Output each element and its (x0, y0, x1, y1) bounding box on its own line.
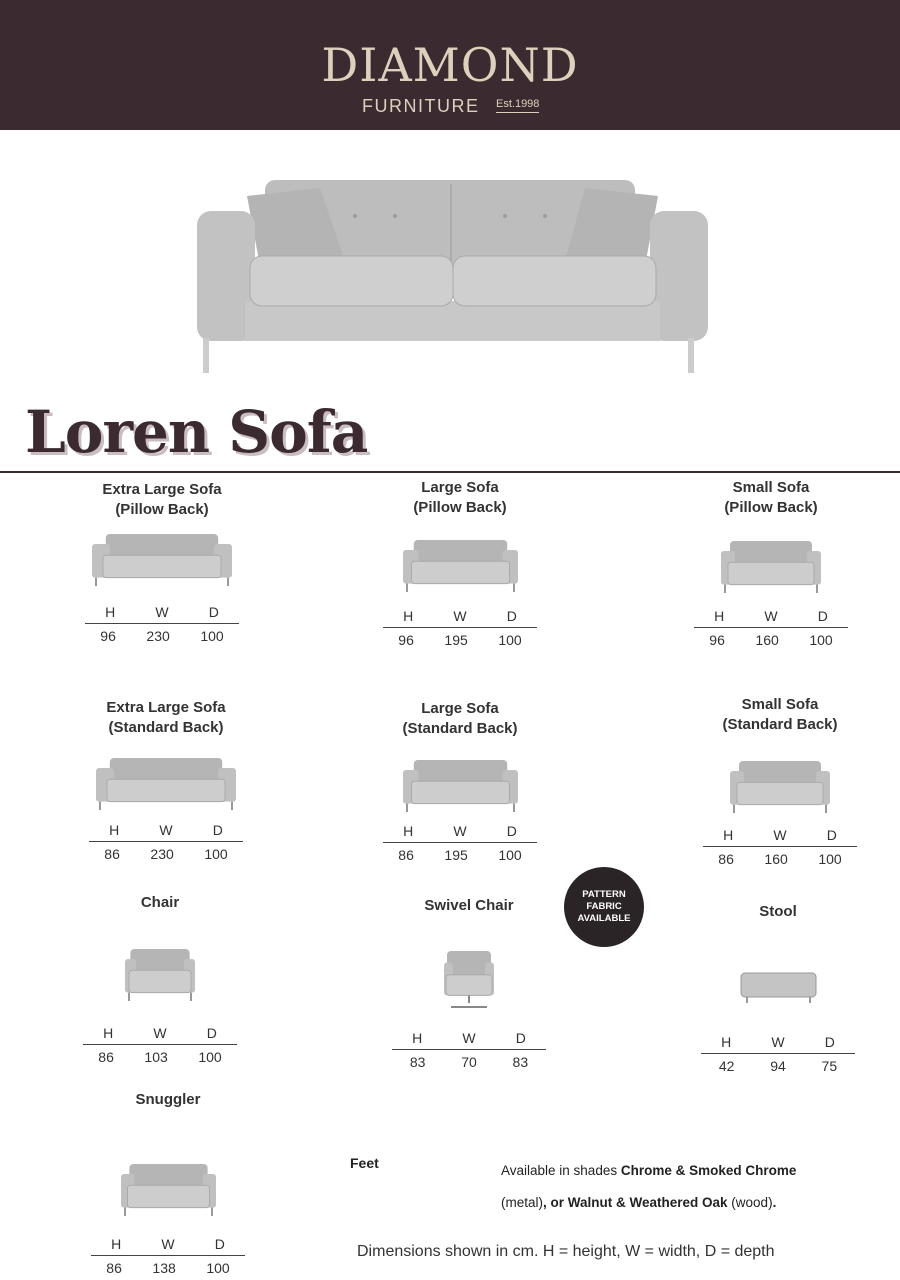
pattern-fabric-badge (564, 867, 644, 947)
dimensions-table (392, 1026, 546, 1074)
dim-value-d: 100 (200, 628, 224, 644)
dim-header: D (506, 822, 517, 839)
dimensions-table (694, 604, 848, 652)
dim-value-h: 86 (106, 1260, 122, 1276)
dimensions-table (701, 1030, 855, 1078)
product-title: Loren Sofa (25, 398, 368, 466)
dimensions-header (703, 823, 857, 847)
dim-value-d: 100 (198, 1049, 222, 1065)
dim-header: H (714, 607, 725, 624)
dim-header: H (105, 603, 116, 620)
badge-line: PATTERN (582, 889, 626, 900)
product-card (76, 698, 256, 866)
dimensions-table (83, 1021, 237, 1069)
dim-value-w: 103 (144, 1049, 168, 1065)
dimensions-table (703, 823, 857, 871)
dimensions-header (89, 818, 243, 842)
dim-value-d: 100 (498, 847, 522, 863)
dimensions-header (392, 1026, 546, 1050)
dim-header: W (453, 607, 467, 624)
dim-header: W (161, 1235, 175, 1252)
dimensions-values (383, 843, 537, 867)
dim-header: W (771, 1033, 785, 1050)
dim-header: D (214, 1235, 225, 1252)
product-thumbnail (78, 1158, 258, 1218)
dim-header: W (773, 826, 787, 843)
product-thumbnail (370, 757, 550, 811)
feet-text: (wood) (727, 1195, 773, 1210)
feet-text: Available in shades (501, 1163, 621, 1178)
product-variant: (Standard Back) (108, 719, 224, 736)
product-name: Snuggler (135, 1091, 201, 1108)
product-variant: (Standard Back) (722, 716, 838, 733)
badge-line: AVAILABLE (577, 913, 631, 924)
dim-value-h: 96 (100, 628, 116, 644)
product-name: Chair (140, 894, 180, 911)
dimensions-values (383, 628, 537, 652)
product-name: Small Sofa (741, 696, 819, 713)
dim-value-d: 75 (821, 1058, 838, 1074)
dim-header: D (824, 1033, 835, 1050)
dimensions-table (89, 818, 243, 866)
dimensions-header (383, 819, 537, 843)
feet-wood-shades: , or Walnut & Weathered Oak (543, 1195, 728, 1210)
product-variant: (Pillow Back) (413, 499, 507, 516)
title-divider (0, 471, 900, 473)
dim-header: H (721, 1033, 732, 1050)
dimensions-values (91, 1256, 245, 1280)
dim-value-h: 83 (409, 1054, 426, 1070)
product-card (681, 478, 861, 652)
brand-sub: FURNITURE (362, 96, 480, 116)
dim-value-h: 86 (98, 1049, 114, 1065)
dim-header: D (212, 821, 223, 838)
product-thumbnail (379, 946, 559, 1010)
product-thumbnail (76, 756, 256, 808)
dim-header: H (412, 1029, 423, 1046)
dim-value-h: 86 (104, 846, 120, 862)
feet-label: Feet (350, 1155, 379, 1171)
product-name: Swivel Chair (424, 897, 514, 914)
dim-header: W (462, 1029, 476, 1046)
dimensions-header (83, 1021, 237, 1045)
dimensions-header (85, 600, 239, 624)
brand-est: Est.1998 (496, 98, 539, 113)
dimensions-values (83, 1045, 237, 1069)
dim-header: D (208, 603, 219, 620)
dim-header: D (206, 1024, 217, 1041)
dimensions-header (694, 604, 848, 628)
dimensions-header (383, 604, 537, 628)
product-name: Extra Large Sofa (106, 699, 226, 716)
dim-header: D (817, 607, 828, 624)
dimensions-header (91, 1232, 245, 1256)
header-banner (0, 0, 900, 130)
dim-value-h: 42 (718, 1058, 735, 1074)
dim-value-h: 86 (398, 847, 414, 863)
dim-header: D (826, 826, 837, 843)
dim-value-w: 160 (755, 632, 779, 648)
product-card (370, 478, 550, 652)
dimensions-values (392, 1050, 546, 1074)
dim-value-w: 230 (146, 628, 170, 644)
dim-value-d: 83 (512, 1054, 529, 1070)
product-card (370, 699, 550, 867)
dim-value-d: 100 (206, 1260, 230, 1276)
dim-header: H (403, 607, 414, 624)
dim-value-d: 100 (818, 851, 842, 867)
dim-header: W (153, 1024, 167, 1041)
dim-header: D (506, 607, 517, 624)
dim-value-d: 100 (498, 632, 522, 648)
product-thumbnail (72, 528, 252, 588)
product-card (690, 695, 870, 871)
dimensions-values (703, 847, 857, 871)
product-name: Extra Large Sofa (102, 481, 222, 498)
dim-value-w: 138 (152, 1260, 176, 1276)
dim-header: H (103, 1024, 114, 1041)
dim-header: W (453, 822, 467, 839)
dim-header: W (764, 607, 778, 624)
dim-header: W (159, 821, 173, 838)
product-name: Large Sofa (421, 700, 499, 717)
dimensions-table (383, 604, 537, 652)
product-thumbnail (690, 757, 870, 813)
dim-value-w: 195 (444, 847, 468, 863)
product-card (379, 896, 559, 1074)
dim-value-d: 100 (809, 632, 833, 648)
dimensions-values (89, 842, 243, 866)
product-thumbnail (688, 960, 868, 1010)
dim-header: H (111, 1235, 122, 1252)
dim-header: W (155, 603, 169, 620)
dimensions-values (694, 628, 848, 652)
feet-text: . (772, 1195, 777, 1210)
dim-value-w: 70 (461, 1054, 477, 1070)
dim-header: H (403, 822, 414, 839)
dimensions-header (701, 1030, 855, 1054)
product-variant: (Pillow Back) (115, 501, 209, 518)
hero-sofa-image (195, 176, 710, 376)
feet-metal-shades: Chrome & Smoked Chrome (620, 1163, 797, 1178)
dim-value-w: 94 (770, 1058, 786, 1074)
product-thumbnail (70, 943, 250, 1003)
dimensions-values (85, 624, 239, 648)
dimensions-table (383, 819, 537, 867)
dimensions-table (85, 600, 239, 648)
dim-value-d: 100 (204, 846, 228, 862)
feet-text: (metal) (501, 1195, 544, 1210)
product-thumbnail (370, 536, 550, 592)
dim-value-w: 160 (764, 851, 788, 867)
dim-value-w: 230 (150, 846, 174, 862)
feet-description (501, 1155, 831, 1219)
dimensions-note: Dimensions shown in cm. H = height, W = width, D = depth (357, 1243, 775, 1260)
dim-header: D (515, 1029, 526, 1046)
dim-header: H (109, 821, 120, 838)
brand-logo: DIAMOND (321, 38, 579, 92)
product-variant: (Pillow Back) (724, 499, 818, 516)
product-name: Small Sofa (732, 479, 810, 496)
product-thumbnail (681, 536, 861, 594)
product-card (72, 480, 252, 648)
product-card (78, 1090, 258, 1280)
product-card (70, 893, 250, 1069)
product-name: Large Sofa (421, 479, 499, 496)
dimensions-values (701, 1054, 855, 1078)
dim-header: H (723, 826, 734, 843)
badge-line: FABRIC (586, 901, 622, 912)
dim-value-h: 96 (398, 632, 414, 648)
dim-value-w: 195 (444, 632, 468, 648)
product-name: Stool (759, 903, 797, 920)
product-card (688, 902, 868, 1078)
dim-value-h: 86 (718, 851, 734, 867)
product-variant: (Standard Back) (402, 720, 518, 737)
dim-value-h: 96 (709, 632, 725, 648)
